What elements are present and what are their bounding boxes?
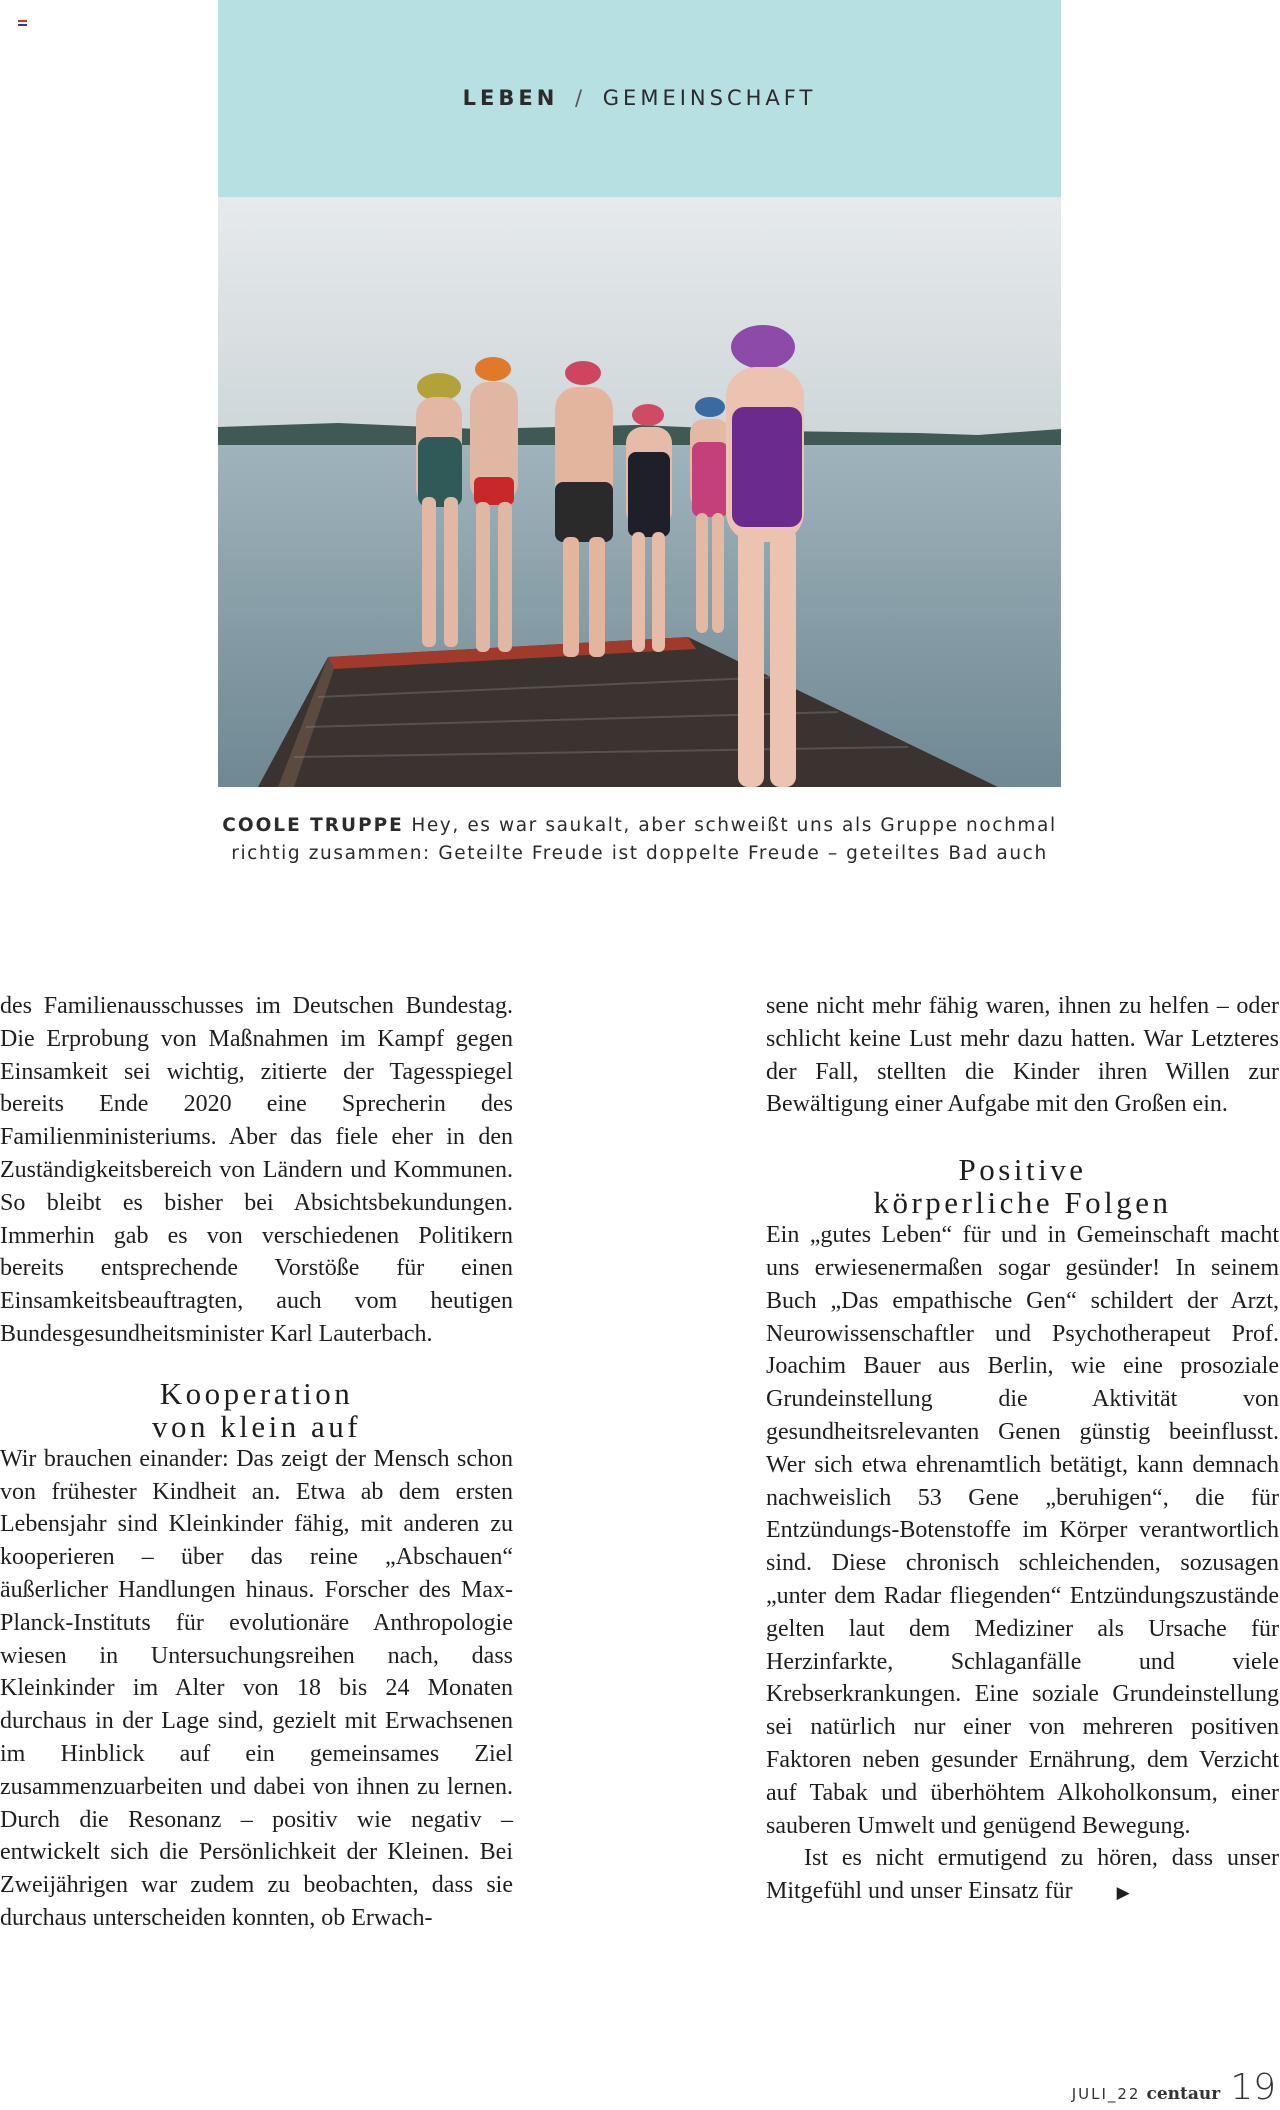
flag-icon	[18, 20, 27, 26]
section-separator: /	[575, 86, 587, 110]
article-paragraph: Ein „gutes Leben“ für und in Gemeinschaft macht uns erwiesenermaßen sogar gesünder! In seinem Buch „Das empathische Gen“ schildert der Arzt, Neurowissenschaftler und Psychotherapeut Prof. Joachim Bauer aus Berlin, wie eine prosoziale Grundeinstellung die Aktivität von gesundheitsrelevanten Genen günstig beeinflusst. Wer sich etwa ehrenamtlich betätigt, kann demnach nachweislich 53 Gene „beruhigen“, die für Entzündungs-Botenstoffe im Körper verantwortlich sind. Diese chronisch schleichenden, sozusagen „unter dem Radar fliegenden“ Entzündungszustände gelten laut dem Mediziner als Ursache für Herzinfarkte, Schlaganfälle und viele Krebserkrankungen. Eine soziale Grundeinstellung sei natürlich nur einer von mehreren positiven Faktoren neben gesunder Ernährung, dem Verzicht auf Tabak und überhöhtem Alkoholkonsum, einer sauberen Umwelt und genügend Bewegung.	[766, 1222, 1279, 1839]
subheading-positive-folgen	[766, 1153, 1279, 1219]
article-paragraph-continued	[766, 1842, 1279, 1910]
article-photo	[218, 197, 1061, 787]
subheading-line: Kooperation	[159, 1375, 354, 1411]
article-column-right	[766, 990, 1279, 1910]
page-footer	[1072, 2067, 1276, 2108]
continue-arrow-icon: ▶	[1116, 1883, 1130, 1903]
article-paragraph-text: Ist es nicht ermutigend zu hören, dass unser Mitgefühl und unser Einsatz für	[766, 1845, 1279, 1905]
page-number: 19	[1230, 2067, 1276, 2108]
article-paragraph: Wir brauchen einander: Das zeigt der Mensch schon von frühester Kindheit an. Etwa ab dem ersten Lebensjahr sind Kleinkinder fähig, mit anderen zu kooperieren – über das reine „Abschauen“ äußerlicher Handlungen hinaus. Forscher des Max-Planck-Instituts für evolutionäre Anthropologie wiesen in Untersuchungsreihen nach, dass Kleinkinder im Alter von 18 bis 24 Monaten durchaus in der Lage sind, gezielt mit Erwachsenen im Hinblick auf ein gemeinsames Ziel zusammenzuarbeiten und dabei von ihnen zu lernen. Durch die Resonanz – positiv wie negativ – entwickelt sich die Persönlichkeit der Kleinen. Bei Zweijährigen war zudem zu beobachten, dass sie durchaus unterscheiden konnten, ob Erwach-	[0, 1445, 513, 1931]
photo-caption	[218, 812, 1061, 868]
issue-label: JULI_22	[1071, 2085, 1141, 2103]
caption-line-1: Hey, es war saukalt, aber schweißt uns als Gruppe nochmal	[411, 815, 1057, 836]
subsection-name: GEMEINSCHAFT	[602, 86, 817, 110]
caption-title: COOLE TRUPPE	[222, 815, 404, 836]
section-label	[218, 86, 1061, 110]
subheading-line: von klein auf	[151, 1408, 362, 1444]
article-paragraph: des Familienausschusses im Deutschen Bundestag. Die Erprobung von Maßnahmen im Kampf gegen Einsamkeit sei wichtig, zitierte der Tagesspiegel bereits Ende 2020 eine Sprecherin des Familienministeriums. Aber das fiele eher in den Zuständigkeitsbereich von Ländern und Kommunen. So bleibt es bisher bei Absichtsbekundungen. Immerhin gab es von verschiedenen Politikern bereits entsprechende Vorstöße für einen Einsamkeitsbeauftragten, auch vom heutigen Bundesgesundheitsminister Karl Lauterbach.	[0, 993, 513, 1347]
subheading-kooperation	[0, 1377, 513, 1443]
section-name: LEBEN	[462, 86, 559, 110]
magazine-logo: centaur	[1146, 2084, 1221, 2104]
article-paragraph: sene nicht mehr fähig waren, ihnen zu helfen – oder schlicht keine Lust mehr dazu hatten. War Letzteres der Fall, stellten die Kinder ihren Willen zur Bewältigung einer Aufgabe mit den Großen ein.	[766, 993, 1279, 1118]
subheading-line: körperliche Folgen	[873, 1185, 1172, 1221]
article-column-left	[0, 990, 513, 1935]
subheading-line: Positive	[958, 1152, 1087, 1188]
section-header-band	[218, 0, 1061, 197]
caption-line-2: richtig zusammen: Geteilte Freude ist doppelte Freude – geteiltes Bad auch	[231, 843, 1048, 864]
